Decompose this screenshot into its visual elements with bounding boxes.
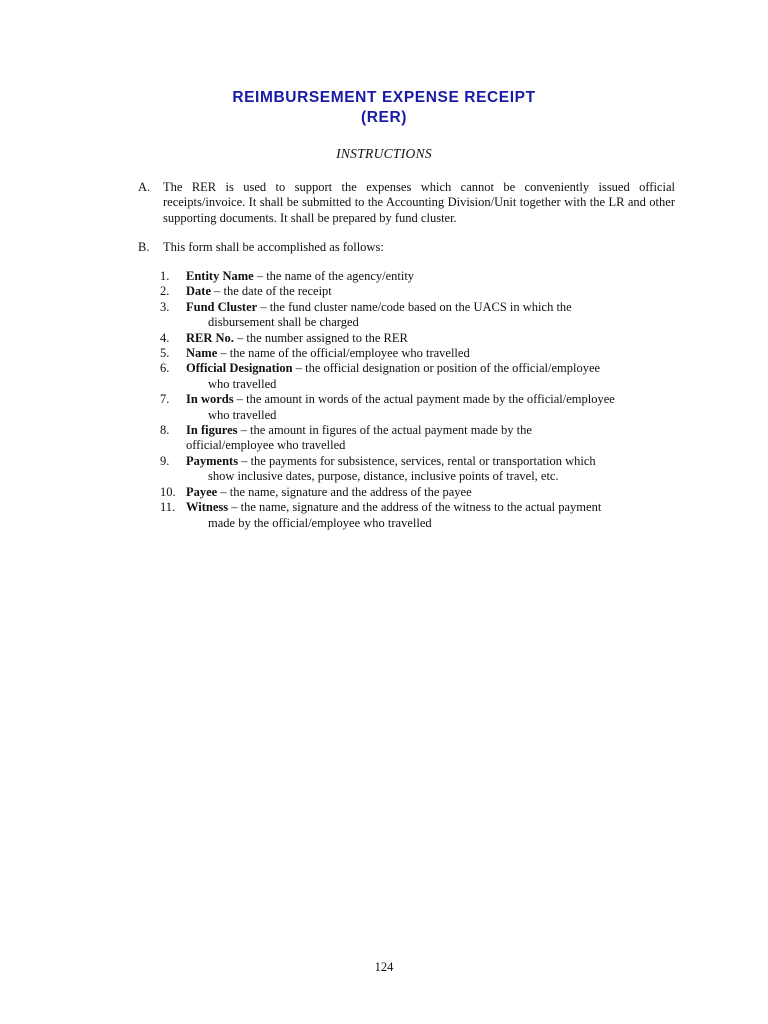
section-b-text: This form shall be accomplished as follows: [163, 240, 384, 254]
item-number: 9. [160, 453, 170, 468]
list-item [160, 346, 675, 361]
item-description: – the number assigned to the RER [233, 330, 408, 345]
list-item [160, 269, 675, 284]
instruction-list [160, 269, 675, 531]
item-number: 2. [160, 284, 170, 299]
list-item [160, 284, 675, 299]
list-item [160, 454, 675, 485]
page-number: 124 [374, 960, 394, 974]
item-term: In words [186, 392, 234, 407]
item-term: Payments [186, 453, 239, 468]
item-term: Date [186, 284, 211, 299]
item-description: – the name, signature and the address of the witness to the actual payment [228, 500, 602, 515]
list-item [160, 423, 675, 454]
item-term: RER No. [186, 330, 234, 345]
item-number: 3. [160, 299, 170, 314]
item-description: – the date of the receipt [211, 284, 332, 299]
item-continuation: who travelled [208, 376, 277, 391]
item-continuation: show inclusive dates, purpose, distance, inclusive points of travel, etc. [208, 469, 559, 484]
item-number: 1. [160, 269, 170, 283]
item-term: Name [186, 346, 218, 361]
item-term: Witness [186, 500, 229, 515]
list-item [160, 300, 675, 331]
item-number: 10. [160, 484, 176, 499]
item-description: – the payments for subsistence, services, rental or transportation which [238, 453, 596, 468]
item-term: Entity Name [186, 269, 254, 283]
item-term: In figures [186, 423, 238, 438]
section-a-text: The RER is used to support the expenses which cannot be conveniently issued official receipts/invoice. It shall be submitted to the Accounting Division/Unit together with the LR and other supporting documents. It shall be prepared by fund cluster. [163, 180, 675, 225]
section-b-label: B. [138, 240, 150, 254]
section-b [138, 240, 675, 255]
section-a-label: A. [138, 180, 151, 194]
item-description: – the name of the agency/entity [253, 269, 415, 283]
item-description: – the amount in words of the actual payment made by the official/employee [233, 392, 615, 407]
item-continuation: official/employee who travelled [186, 438, 346, 453]
section-a [138, 180, 675, 226]
item-description: – the amount in figures of the actual payment made by the [237, 423, 532, 438]
list-item [160, 331, 675, 346]
document-subtitle: (RER) [360, 109, 408, 126]
item-number: 4. [160, 330, 170, 345]
item-term: Fund Cluster [186, 299, 258, 314]
item-number: 6. [160, 361, 170, 376]
list-item [160, 361, 675, 392]
item-number: 5. [160, 346, 170, 361]
item-term: Official Designation [186, 361, 293, 376]
item-description: – the official designation or position of the official/employee [292, 361, 601, 376]
item-description: – the fund cluster name/code based on the UACS in which the [257, 299, 572, 314]
instructions-heading: INSTRUCTIONS [336, 146, 432, 161]
item-number: 11. [160, 500, 176, 515]
item-number: 8. [160, 423, 170, 438]
document-title: REIMBURSEMENT EXPENSE RECEIPT [232, 89, 536, 106]
item-number: 7. [160, 392, 170, 407]
list-item [160, 392, 675, 423]
item-description: – the name, signature and the address of the payee [217, 484, 472, 499]
item-continuation: disbursement shall be charged [208, 315, 359, 330]
list-item [160, 485, 675, 500]
list-item [160, 500, 675, 531]
item-continuation: made by the official/employee who travelled [208, 515, 432, 530]
item-description: – the name of the official/employee who travelled [217, 346, 470, 361]
item-continuation: who travelled [208, 407, 277, 422]
item-term: Payee [186, 484, 218, 499]
